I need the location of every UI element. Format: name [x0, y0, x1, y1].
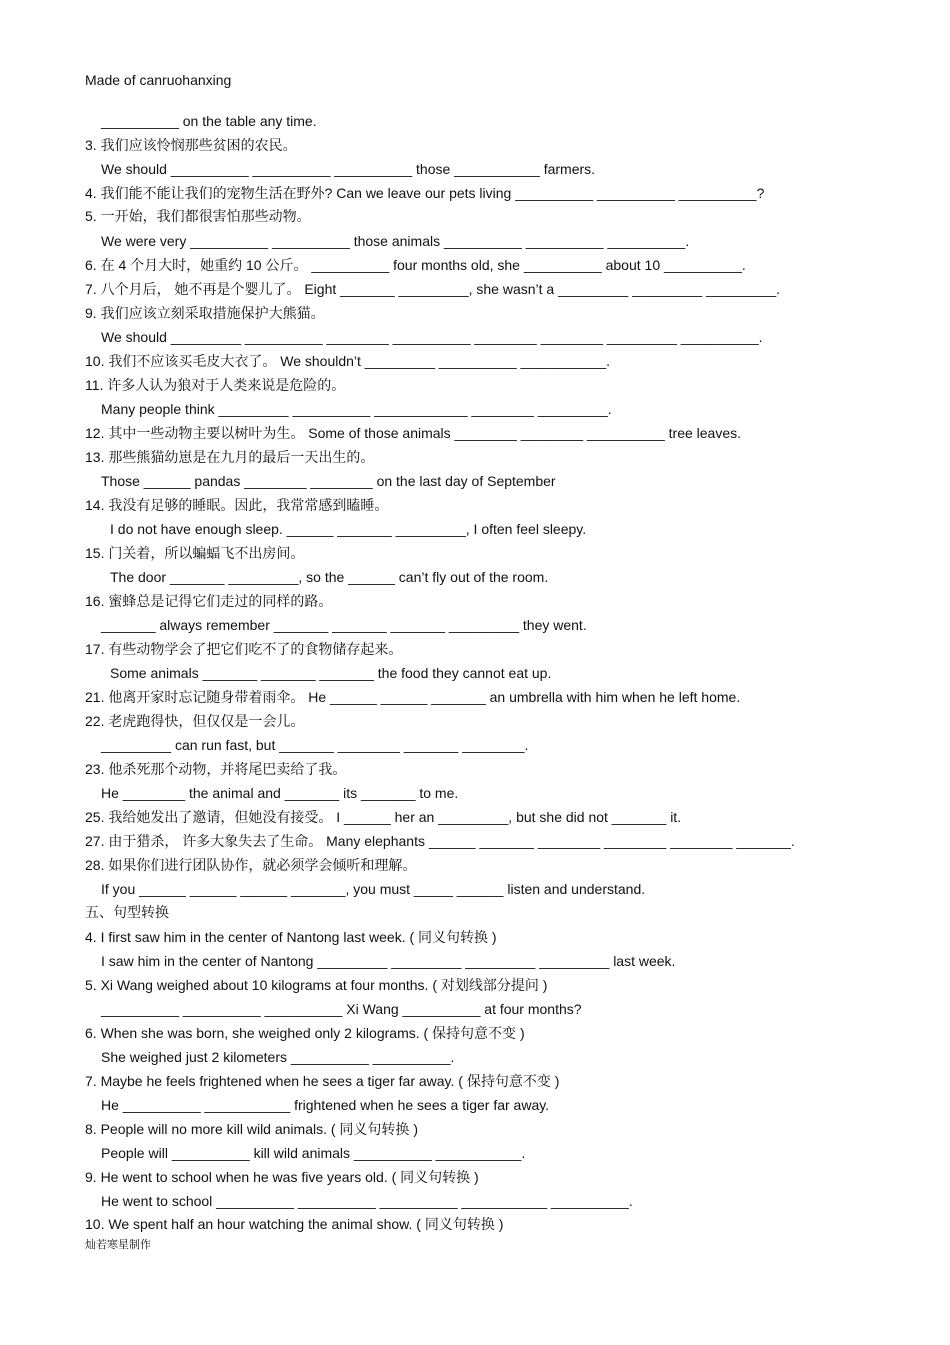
question-line: 9. 我们应该立刻采取措施保护大熊猫。	[85, 305, 325, 321]
answer-line: We should _________ __________ ________ __________ ________ ________ _________ __________.	[101, 329, 763, 345]
answer-line: She weighed just 2 kilometers __________ __________.	[101, 1049, 455, 1065]
answer-line: People will __________ kill wild animals __________ ___________.	[101, 1145, 526, 1161]
question-line: 21. 他离开家时忘记随身带着雨伞。 He ______ ______ _______ an umbrella with him when he left home.	[85, 689, 741, 705]
question-line: 28. 如果你们进行团队协作，就必须学会倾听和理解。	[85, 857, 417, 873]
question-line: 14. 我没有足够的睡眠。因此，我常常感到瞌睡。	[85, 497, 389, 513]
question-line: 13. 那些熊猫幼崽是在九月的最后一天出生的。	[85, 449, 375, 465]
page-footer: 灿若寒星制作	[85, 1239, 151, 1251]
answer-line: Many people think _________ __________ ____________ ________ _________.	[101, 401, 612, 417]
question-line: 8. People will no more kill wild animals. ( 同义句转换 )	[85, 1121, 418, 1137]
answer-line: He went to school __________ __________ __________ ___________ __________.	[101, 1193, 633, 1209]
question-line: 10. 我们不应该买毛皮大衣了。 We shouldn’t _________ __________ ___________.	[85, 353, 611, 369]
question-line: 25. 我给她发出了邀请，但她没有接受。 I ______ her an _________, but she did not _______ it.	[85, 809, 682, 825]
answer-line: _______ always remember _______ _______ _______ _________ they went.	[101, 617, 587, 633]
answer-line: Those ______ pandas ________ ________ on the last day of September	[101, 473, 556, 489]
answer-line: I saw him in the center of Nantong _________ _________ _________ _________ last week.	[101, 953, 676, 969]
question-line: 10. We spent half an hour watching the animal show. ( 同义句转换 )	[85, 1216, 504, 1232]
question-line: 17. 有些动物学会了把它们吃不了的食物储存起来。	[85, 641, 403, 657]
question-line: 22. 老虎跑得快，但仅仅是一会儿。	[85, 713, 305, 729]
question-line: 7. Maybe he feels frightened when he sees a tiger far away. ( 保持句意不变 )	[85, 1073, 560, 1089]
question-line: 11. 许多人认为狼对于人类来说是危险的。	[85, 377, 346, 393]
answer-line: He __________ ___________ frightened when he sees a tiger far away.	[101, 1097, 550, 1113]
answer-line: _________ can run fast, but _______ ________ _______ ________.	[101, 737, 529, 753]
question-line: 16. 蜜蜂总是记得它们走过的同样的路。	[85, 593, 333, 609]
answer-line: Some animals _______ _______ _______ the food they cannot eat up.	[110, 665, 552, 681]
question-line: 4. 我们能不能让我们的宠物生活在野外? Can we leave our pets living __________ __________ __________?	[85, 185, 765, 201]
question-line: 15. 门关着，所以蝙蝠飞不出房间。	[85, 545, 305, 561]
section-heading: 五、句型转换	[85, 904, 169, 920]
answer-line: __________ __________ __________ Xi Wang __________ at four months?	[101, 1001, 582, 1017]
page-header: Made of canruohanxing	[85, 72, 232, 88]
answer-line: If you ______ ______ ______ _______, you must _____ ______ listen and understand.	[101, 881, 646, 897]
question-line: 7. 八个月后， 她不再是个婴儿了。 Eight _______ _________, she wasn’t a _________ _________ _________.	[85, 281, 780, 297]
question-line: 5. Xi Wang weighed about 10 kilograms at four months. ( 对划线部分提问 )	[85, 977, 548, 993]
question-line: 6. When she was born, she weighed only 2 kilograms. ( 保持句意不变 )	[85, 1025, 525, 1041]
answer-line: He ________ the animal and _______ its _______ to me.	[101, 785, 459, 801]
question-line: 4. I first saw him in the center of Nantong last week. ( 同义句转换 )	[85, 929, 497, 945]
question-line: 27. 由于猎杀， 许多大象失去了生命。 Many elephants ______ _______ ________ ________ ________ _______.	[85, 833, 795, 849]
question-line: 5. 一开始，我们都很害怕那些动物。	[85, 208, 311, 224]
question-line: 23. 他杀死那个动物，并将尾巴卖给了我。	[85, 761, 347, 777]
question-line: 3. 我们应该怜悯那些贫困的农民。	[85, 137, 297, 153]
question-line: 9. He went to school when he was five years old. ( 同义句转换 )	[85, 1169, 479, 1185]
answer-line: I do not have enough sleep. ______ _______ _________, I often feel sleepy.	[110, 521, 587, 537]
answer-line: We should __________ __________ __________ those ___________ farmers.	[101, 161, 596, 177]
answer-line: We were very __________ __________ those animals __________ __________ __________.	[101, 233, 690, 249]
question-line: 12. 其中一些动物主要以树叶为生。 Some of those animals ________ ________ __________ tree leaves.	[85, 425, 742, 441]
answer-line: The door _______ _________, so the ______ can’t fly out of the room.	[110, 569, 549, 585]
question-line: 6. 在 4 个月大时，她重约 10 公斤。 __________ four months old, she __________ about 10 __________.	[85, 257, 746, 273]
text-line: __________ on the table any time.	[101, 113, 317, 129]
